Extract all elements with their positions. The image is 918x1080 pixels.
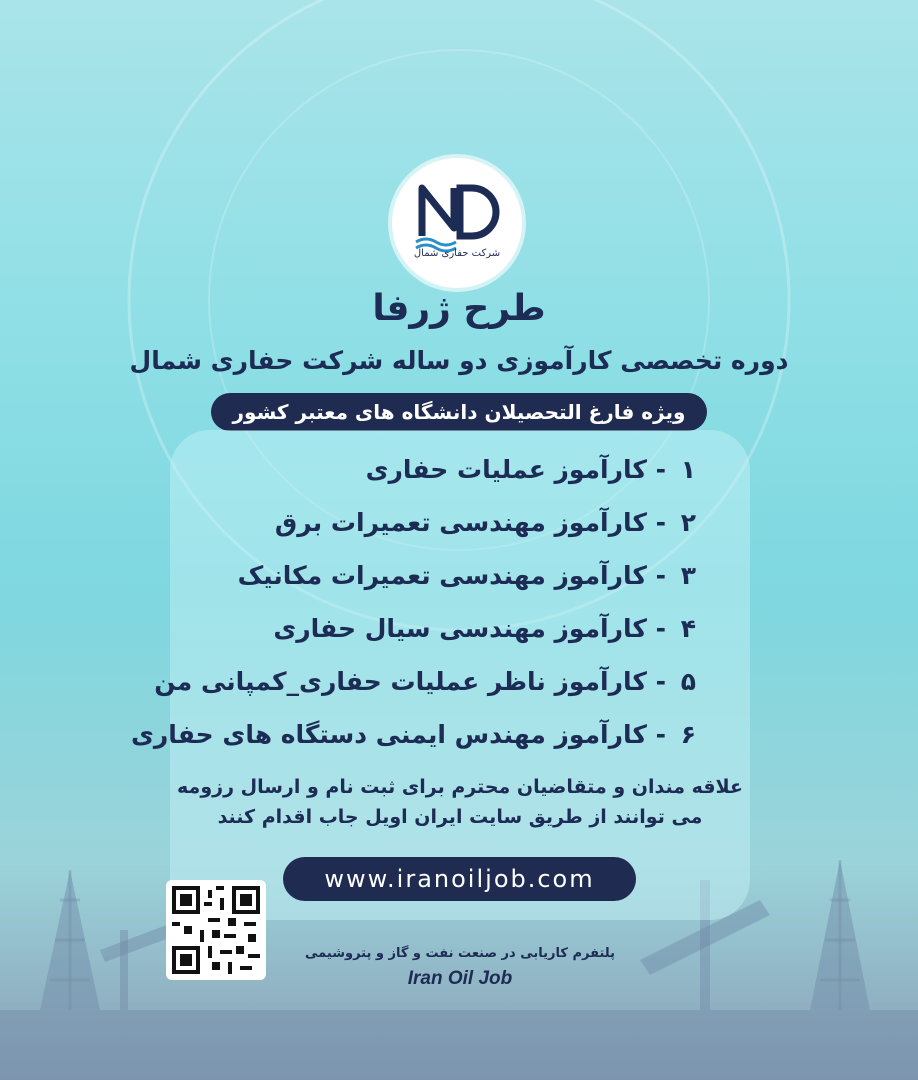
application-info — [150, 772, 770, 832]
item-label: کارآموز مهندسی تعمیرات مکانیک — [237, 561, 647, 590]
list-item: ۱ - کارآموز عملیات حفاری — [365, 455, 696, 484]
info-line-2: می توانند از طریق سایت ایران اویل جاب اقدام کنند — [217, 806, 703, 828]
item-label: کارآموز مهندس ایمنی دستگاه های حفاری — [131, 720, 647, 749]
logo-caption: شرکت حفاری شمال — [413, 248, 501, 259]
item-number: ۴ — [680, 614, 696, 643]
item-number: ۶ — [680, 720, 696, 749]
footer-tagline: پلتفرم کاریابی در صنعت نفت و گاز و پتروشیمی — [305, 946, 615, 961]
footer-brand: Iran Oil Job — [407, 968, 513, 989]
item-number: ۲ — [680, 508, 696, 537]
list-item: ۴ - کارآموز مهندسی سیال حفاری — [273, 614, 696, 643]
positions-list — [131, 452, 696, 770]
company-logo-icon — [392, 158, 522, 288]
item-number: ۱ — [680, 455, 696, 484]
item-label: کارآموز عملیات حفاری — [365, 455, 647, 484]
list-item: ۳ - کارآموز مهندسی تعمیرات مکانیک — [237, 561, 696, 590]
company-logo — [392, 158, 522, 288]
list-item: ۶ - کارآموز مهندس ایمنی دستگاه های حفاری — [131, 720, 696, 749]
item-label: کارآموز مهندسی تعمیرات برق — [274, 508, 647, 537]
item-label: کارآموز ناظر عملیات حفاری_کمپانی من — [154, 667, 647, 696]
program-subtitle: دوره تخصصی کارآموزی دو ساله شرکت حفاری شمال — [129, 346, 789, 375]
audience-badge: ویژه فارغ التحصیلان دانشگاه های معتبر کشور — [211, 393, 707, 431]
list-item: ۲ - کارآموز مهندسی تعمیرات برق — [274, 508, 696, 537]
item-number: ۵ — [680, 667, 696, 696]
info-line-1: علاقه مندان و متقاضیان محترم برای ثبت نام و ارسال رزومه — [177, 776, 743, 798]
item-label: کارآموز مهندسی سیال حفاری — [273, 614, 647, 643]
website-link[interactable]: www.iranoiljob.com — [283, 857, 636, 901]
qr-code[interactable] — [166, 880, 266, 980]
program-title: طرح ژرفا — [372, 288, 546, 329]
list-item: ۵ - کارآموز ناظر عملیات حفاری_کمپانی من — [154, 667, 696, 696]
qr-code-icon — [172, 886, 260, 974]
item-number: ۳ — [680, 561, 696, 590]
